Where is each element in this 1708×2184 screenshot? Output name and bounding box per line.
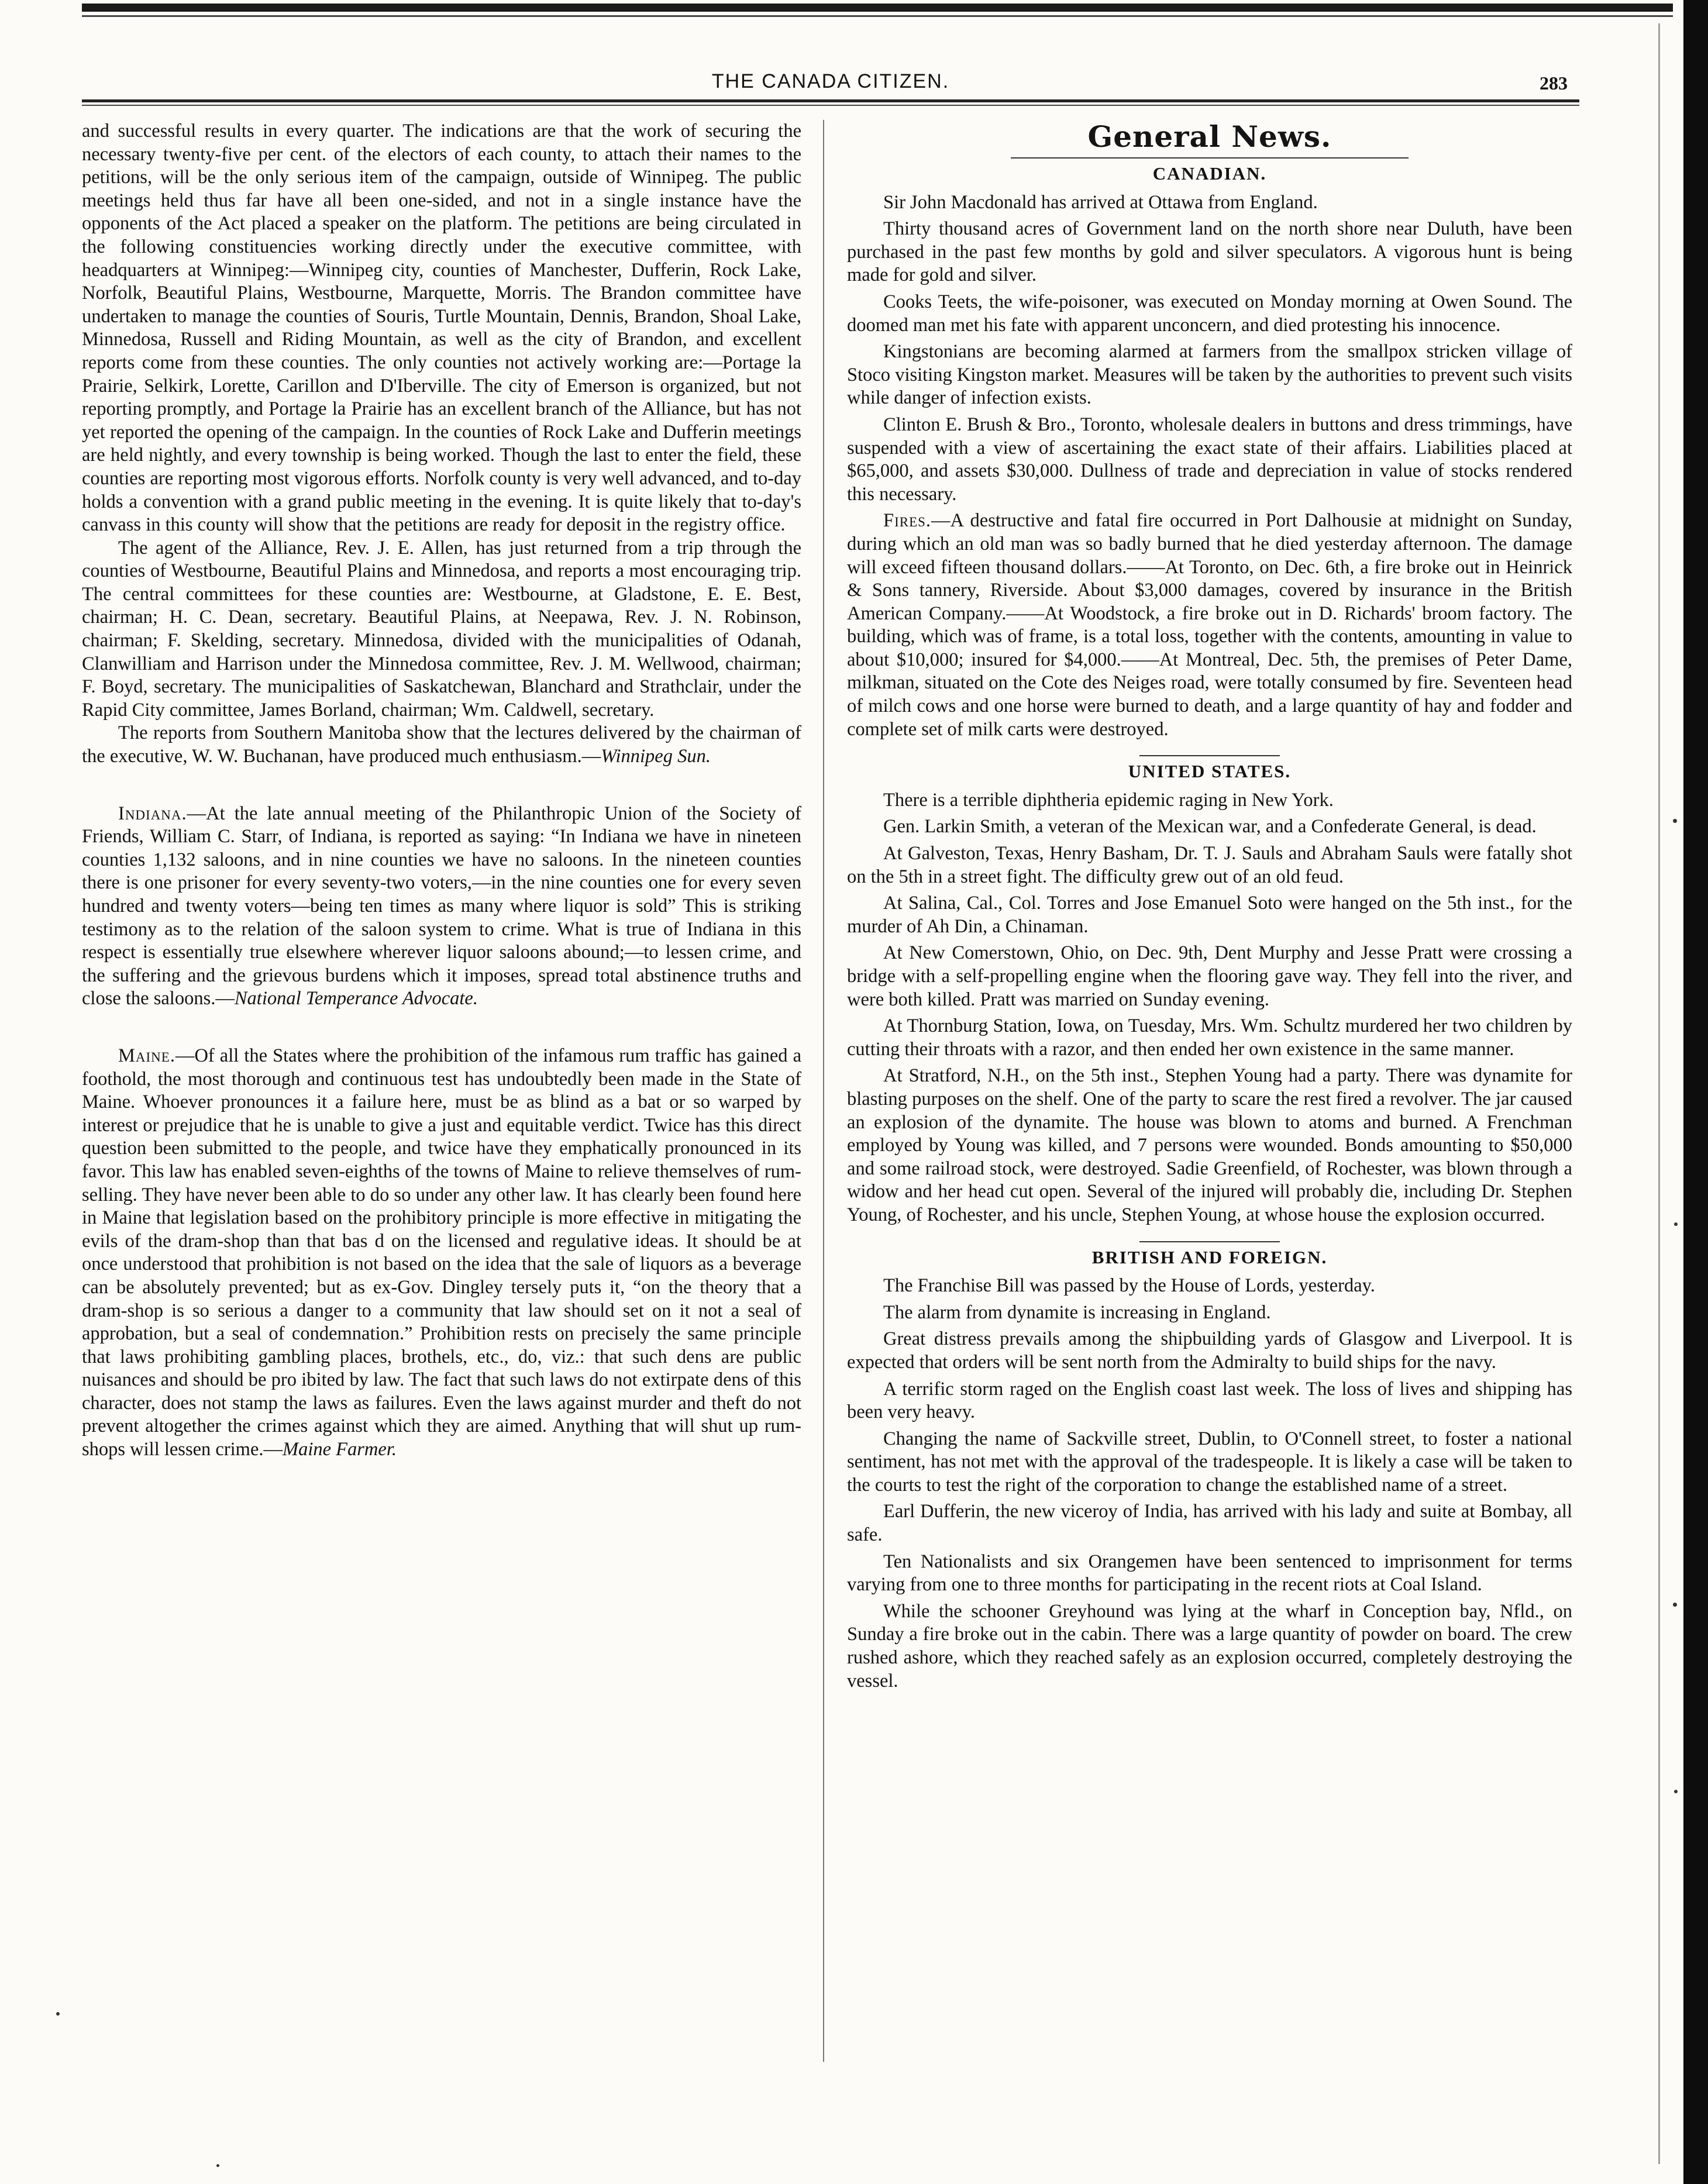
canadian-heading: CANADIAN. [1152,163,1267,184]
scan-speck [56,2012,60,2016]
canadian-news-item: Kingstonians are becoming alarmed at farmers from the smallpox stricken village of Stoco visiting Kingston market. Measures will be taken by the authorities to prevent such visits while danger of infection exists. [847,341,1572,409]
british-foreign-news-item: Ten Nationalists and six Orangemen have been sentenced to imprisonment for terms varying from one to three months for participating in the recent riots at Coal Island. [847,1551,1572,1596]
section-rule [1139,1241,1280,1242]
maine-text: —Of all the States where the prohibition of the infamous rum traffic has gained a foothold, the most thorough and continuous test has undoubtedly been made in the State of Maine. Whoever pronounces it a failure here, must be as blind as a bat or so warped by interest or prejudice that he is unable to give a just and equitable verdict. Twice has this direct question been submitted to the people, and twice have they emphatically pronounced in its favor. This law has enabled seven-eighths of the towns of Maine to relieve themselves of rum-selling. They have never been able to do so under any other law. It has clearly been found here in Maine that legislation based on the prohibitory principle is more effective in mitigating the evils of the dram-shop than that bas d on the licensed and regulative ideas. It should be at once understood that prohibition is not based on the idea that the sale of liquors as a beverage can be absolutely prevented; but as ex-Gov. Dingley tersely puts it, “on the theory that a dram-shop is so serious a danger to a community that law should set on it not a seal of approbation, but a seal of condemnation.” Prohibition rests on precisely the same principle that laws prohibiting gambling places, brothels, etc., do, viz.: that such dens are public nuisances and should be pro ibited by law. The fact that such laws do not extirpate dens of this character, does not stamp the laws as failures. Even the laws against murder and theft do not prevent altogether the crimes against which they are aimed. Anything that will shut up rum-shops will lessen crime.— [82,1045,801,1460]
fires-paragraph [847,509,1572,741]
winnipeg-sun-source: Winnipeg Sun. [601,746,711,767]
header-rule [82,99,1579,102]
united-states-news-item: At New Comerstown, Ohio, on Dec. 9th, Dent Murphy and Jesse Pratt were crossing a bridge with a self-propelling engine when the flooring gave way. They fell into the river, and were both killed. Pratt was married on Sunday evening. [847,942,1572,1010]
left-column [82,120,801,1462]
canadian-news-item: Cooks Teets, the wife-poisoner, was executed on Monday morning at Owen Sound. The doomed man met his fate with apparent unconcern, and died protesting his innocence. [847,291,1572,336]
canadian-news-item: Thirty thousand acres of Government land on the north shore near Duluth, have been purchased in the past few months by gold and silver speculators. A vigorous hunt is being made for gold and silver. [847,218,1572,286]
manitoba-campaign-paragraph: and successful results in every quarter. The indications are that the work of securing the necessary twenty-five per cent. of the electors of each county, to attach their names to the petitions, will be the only serious item of the campaign, outside of Winnipeg. The public meetings held thus far have all been one-sided, and not in a single instance have the opponents of the Act placed a speaker on the platform. The petitions are being circulated in the following constituencies working directly under the executive committee, with headquarters at Winnipeg:—Winnipeg city, counties of Manchester, Dufferin, Rock Lake, Norfolk, Beautiful Plains, Westbourne, Marquette, Morris. The Brandon committee have undertaken to manage the counties of Souris, Turtle Mountain, Dennis, Brandon, Shoal Lake, Minnedosa, Russell and Riding Mountain, as well as the city of Brandon, and excellent reports come from these counties. The only counties not actively working are:—Portage la Prairie, Selkirk, Lorette, Carillon and D'Iberville. The city of Emerson is organized, but not reporting promptly, and Portage la Prairie has an excellent branch of the Alliance, but has not yet reported the opening of the campaign. In the counties of Rock Lake and Dufferin meetings are held nightly, and every township is being worked. Though the last to enter the field, these counties are reporting most vigorous efforts. Norfolk county is very well advanced, and to-day holds a convention with a grand public meeting in the evening. It is quite likely that to-day's canvass in this county will show that the petitions are ready for deposit in the registry office. [82,120,801,536]
british-foreign-news-item: While the schooner Greyhound was lying at the wharf in Conception bay, Nfld., on Sunday a fire broke out in the cabin. There was a large quantity of powder on board. The crew rushed ashore, which they reached safely as an explosion occurred, completely destroying the vessel. [847,1600,1572,1692]
indiana-article [82,802,801,1011]
section-rule [1139,755,1280,756]
british-foreign-news-item: The alarm from dynamite is increasing in England. [883,1301,1271,1323]
scan-speck [1673,1603,1677,1607]
united-states-news-item: At Salina, Cal., Col. Torres and Jose Emanuel Soto were hanged on the 5th inst., for the murder of Ah Din, a Chinaman. [847,893,1572,937]
fires-text: —A destructive and fatal fire occurred in Port Dalhousie at midnight on Sunday, during which an old man was so badly burned that he died yesterday afternoon. The damage will exceed fifteen thousand dollars.——At Toronto, on Dec. 6th, a fire broke out in Heinrick & Sons tannery, Riverside. About $3,000 damages, covered by insurance in the British American Company.——At Woodstock, a fire broke out in D. Richards' broom factory. The building, which was of frame, is a total loss, together with the contents, amounting in value to about $10,000; insured for $4,000.——At Montreal, Dec. 5th, the premises of Peter Dame, milkman, situated on the Cote des Neiges road, were totally consumed by fire. Seventeen head of milch cows and one horse were burned to death, and a large quantity of hay and fodder and complete set of milk carts were destroyed. [847,510,1572,740]
right-column [847,120,1572,1693]
united-states-news-item: There is a terrible diphtheria epidemic raging in New York. [883,789,1334,811]
general-news-masthead: General News. [1087,119,1332,154]
indiana-label: Indiana. [118,802,187,824]
indiana-text: —At the late annual meeting of the Philanthropic Union of the Society of Friends, William C. Starr, of Indiana, is reported as saying: “In Indiana we have in nineteen counties 1,132 saloons, and in nine counties we have no saloons. In the nineteen counties there is one prisoner for every seventy-two voters,—in the nine counties one for every seven hundred and twenty voters—being ten times as many where liquor is sold” This is striking testimony as to the relation of the saloon system to crime. What is true of Indiana in this respect is essentially true elsewhere wherever liquor saloons abound;—to lessen crime, and the suffering and the grievous burdens which it imposes, spread total abstinence truths and close the saloons.— [82,802,801,1010]
british-foreign-news-item: Changing the name of Sackville street, Dublin, to O'Connell street, to foster a national sentiment, has not met with the approval of the tradespeople. It is likely a case will be taken to the courts to test the right of the corporation to change the established name of a street. [847,1428,1572,1496]
british-foreign-heading: BRITISH AND FOREIGN. [1091,1246,1328,1267]
top-border-rule [82,4,1673,12]
canadian-news-item: Sir John Macdonald has arrived at Ottawa from England. [883,191,1318,213]
scan-speck [1673,819,1677,823]
united-states-news-list [847,789,1572,1227]
united-states-news-item: Gen. Larkin Smith, a veteran of the Mexican war, and a Confederate General, is dead. [883,816,1537,838]
scan-speck [1674,1790,1678,1793]
maine-article [82,1045,801,1462]
canadian-news-list [847,191,1572,507]
maine-label: Maine. [118,1045,175,1066]
british-foreign-news-item: A terrific storm raged on the English coast last week. The loss of lives and shipping has been very heavy. [847,1378,1572,1423]
southern-manitoba-paragraph [82,722,801,768]
fires-label: Fires. [883,510,932,532]
alliance-agent-paragraph: The agent of the Alliance, Rev. J. E. Allen, has just returned from a trip through the counties of Westbourne, Beautiful Plains and Minnedosa, and reports a most encouraging trip. The central committees for these counties are: Westbourne, at Gladstone, E. E. Best, chairman; H. C. Dean, secretary. Beautiful Plains, at Neepawa, Rev. J. N. Robinson, chairman; F. Skelding, secretary. Minnedosa, divided with the municipalities of Odanah, Clanwilliam and Harrison under the Minnedosa committee, Rev. J. M. Wellwood, chairman; F. Boyd, secretary. The municipalities of Saskatchewan, Blanchard and Strathclair, under the Rapid City committee, James Borland, chairman; Wm. Caldwell, secretary. [82,537,801,721]
header-rule-thin [82,105,1579,106]
british-foreign-news-item: Great distress prevails among the shipbuilding yards of Glasgow and Liverpool. It is expected that orders will be sent north from the Admiralty to build ships for the navy. [847,1328,1572,1373]
united-states-news-item: At Galveston, Texas, Henry Basham, Dr. T. J. Sauls and Abraham Sauls were fatally shot on the 5th in a street fight. The difficulty grew out of an old feud. [847,843,1572,887]
british-foreign-news-list [847,1274,1572,1693]
column-divider [823,120,824,2062]
maine-source: Maine Farmer. [283,1439,397,1460]
page-edge-line [1658,23,1660,2164]
british-foreign-news-item: Earl Dufferin, the new viceroy of India, has arrived with his lady and suite at Bombay, all safe. [847,1501,1572,1546]
canadian-news-item: Clinton E. Brush & Bro., Toronto, wholesale dealers in buttons and dress trimmings, have suspended with a view of ascertaining the exact state of their affairs. Liabilities placed at $65,000, and assets $30,000. Dullness of trade and depreciation in value of stocks rendered this necessary. [847,414,1572,505]
united-states-news-item: At Stratford, N.H., on the 5th inst., Stephen Young had a party. There was dynamite for blasting purposes on the shelf. One of the party to scare the rest fired a revolver. The jar caused an explosion of the dynamite. The house was blown to atoms and burned. A Frenchman employed by Young was killed, and 7 persons were wounded. Bonds amounting to $50,000 and some railroad stock, were destroyed. Sadie Greenfield, of Rochester, was blown through a widow and her head cut open. Several of the injured will probably die, including Dr. Stephen Young, of Rochester, and his uncle, Stephen Young, at whose house the explosion occurred. [847,1065,1572,1225]
british-foreign-news-item: The Franchise Bill was passed by the House of Lords, yesterday. [883,1275,1375,1297]
scan-edge [1683,0,1708,2184]
united-states-news-item: At Thornburg Station, Iowa, on Tuesday, Mrs. Wm. Schultz murdered her two children by cutting their throats with a razor, and then ended her own existence in the same manner. [847,1015,1572,1060]
scan-speck [1674,1222,1678,1226]
running-head: THE CANADA CITIZEN. [711,70,950,92]
southern-manitoba-text: The reports from Southern Manitoba show that the lectures delivered by the chairman of the executive, W. W. Buchanan, have produced much enthusiasm.— [82,722,801,767]
masthead-rule [1011,157,1409,159]
top-border-rule-thin [82,15,1673,17]
page-number: 283 [1540,73,1568,94]
scan-speck [216,2164,219,2167]
united-states-heading: UNITED STATES. [1128,761,1292,782]
indiana-source: National Temperance Advocate. [234,988,478,1010]
